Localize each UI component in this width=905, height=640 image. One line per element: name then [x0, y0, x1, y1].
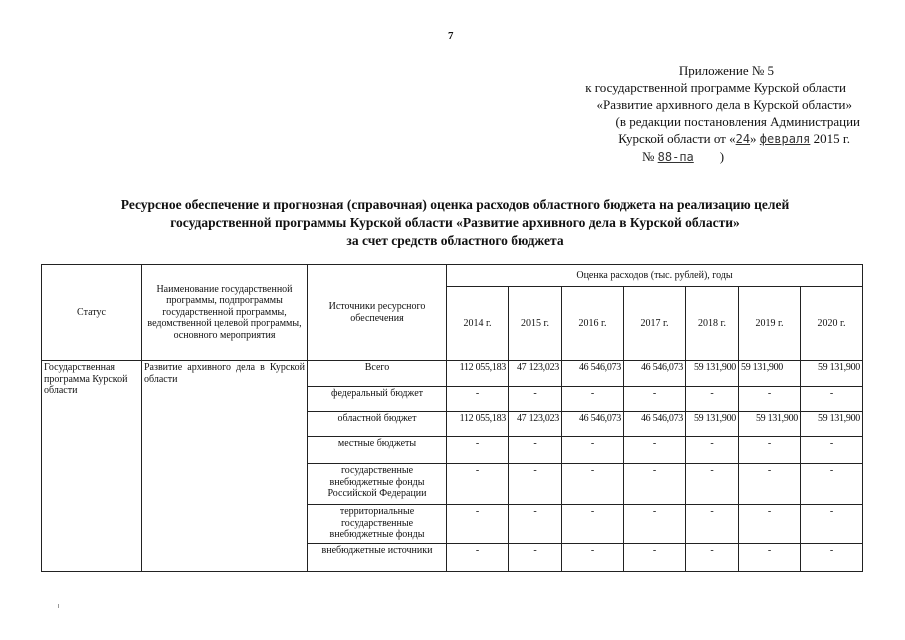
source-cell: местные бюджеты — [308, 437, 447, 464]
value-cell: - — [447, 437, 509, 464]
annex-title: Приложение № 5 — [678, 63, 774, 78]
value-cell: - — [801, 387, 863, 412]
document-title — [40, 196, 870, 250]
header-year: 2015 г. — [509, 287, 562, 361]
value-cell: - — [686, 387, 739, 412]
value-cell: 46 546,073 — [624, 412, 686, 437]
value-cell: - — [739, 544, 801, 572]
header-row-1 — [42, 265, 863, 287]
header-sources: Источники ресурсного обеспечения — [308, 265, 447, 361]
header-name: Наименование государственной программы, подпрограммы государственной программы, ведомственной целевой программы, основного мероприятия — [142, 265, 308, 361]
resource-table — [41, 264, 863, 572]
title-line-1: Ресурсное обеспечение и прогнозная (справочная) оценка расходов областного бюджета на реализацию целей — [120, 197, 790, 212]
value-cell: - — [447, 464, 509, 505]
annex-header — [520, 62, 860, 166]
value-cell: - — [686, 437, 739, 464]
table-row — [42, 361, 863, 387]
header-year: 2017 г. — [624, 287, 686, 361]
value-cell: - — [801, 437, 863, 464]
annex-date-suffix: 2015 г. — [810, 131, 850, 146]
annex-edition: (в редакции постановления Администрации — [615, 114, 860, 129]
value-cell: - — [624, 387, 686, 412]
value-cell: - — [562, 544, 624, 572]
value-cell: - — [801, 505, 863, 544]
value-cell: 47 123,023 — [509, 361, 562, 387]
source-cell: федеральный бюджет — [308, 387, 447, 412]
value-cell: 46 546,073 — [624, 361, 686, 387]
value-cell: - — [624, 437, 686, 464]
status-cell: Государственная программа Курской области — [42, 361, 142, 572]
value-cell: - — [509, 505, 562, 544]
value-cell: 59 131,900 — [739, 412, 801, 437]
header-year: 2018 г. — [686, 287, 739, 361]
value-cell: 59 131,900 — [686, 361, 739, 387]
program-name-cell: Развитие архивного дела в Курской области — [142, 361, 308, 572]
value-cell: - — [739, 437, 801, 464]
header-year: 2016 г. — [562, 287, 624, 361]
source-cell: территориальные государственные внебюджетные фонды — [308, 505, 447, 544]
value-cell: - — [686, 505, 739, 544]
annex-date-prefix: Курской области от « — [618, 131, 736, 146]
annex-number-prefix: № — [642, 149, 658, 164]
value-cell: - — [562, 464, 624, 505]
annex-date-day: 24 — [735, 132, 751, 146]
annex-date-mid: » — [750, 131, 760, 146]
value-cell: - — [686, 464, 739, 505]
value-cell: - — [509, 464, 562, 505]
value-cell: - — [624, 505, 686, 544]
value-cell: 46 546,073 — [562, 412, 624, 437]
value-cell: - — [562, 505, 624, 544]
source-cell: внебюджетные источники — [308, 544, 447, 572]
value-cell: 59 131,900 — [801, 361, 863, 387]
value-cell: - — [509, 437, 562, 464]
annex-program: к государственной программе Курской области — [585, 80, 846, 95]
value-cell: - — [509, 387, 562, 412]
title-line-3: за счет средств областного бюджета — [346, 233, 564, 248]
value-cell: - — [801, 544, 863, 572]
value-cell: 47 123,023 — [509, 412, 562, 437]
scan-mark — [58, 604, 59, 608]
value-cell: - — [447, 505, 509, 544]
source-cell: Всего — [308, 361, 447, 387]
value-cell: - — [624, 544, 686, 572]
value-cell: - — [509, 544, 562, 572]
header-year: 2014 г. — [447, 287, 509, 361]
source-cell: государственные внебюджетные фонды Российской Федерации — [308, 464, 447, 505]
header-year: 2020 г. — [801, 287, 863, 361]
page-number: 7 — [448, 30, 454, 42]
value-cell: 46 546,073 — [562, 361, 624, 387]
value-cell: - — [739, 387, 801, 412]
value-cell: - — [801, 464, 863, 505]
annex-number-suffix: ) — [693, 149, 725, 164]
header-status: Статус — [42, 265, 142, 361]
annex-program-name: «Развитие архивного дела в Курской области» — [596, 97, 852, 112]
value-cell: - — [739, 505, 801, 544]
value-cell: - — [562, 437, 624, 464]
value-cell: - — [447, 544, 509, 572]
value-cell: - — [624, 464, 686, 505]
value-cell: 112 055,183 — [447, 412, 509, 437]
value-cell: 112 055,183 — [447, 361, 509, 387]
value-cell: 59 131,900 — [739, 361, 801, 387]
header-year: 2019 г. — [739, 287, 801, 361]
value-cell: - — [686, 544, 739, 572]
annex-number — [520, 148, 860, 166]
value-cell: - — [739, 464, 801, 505]
annex-number-value: 88-па — [657, 150, 694, 164]
value-cell: 59 131,900 — [686, 412, 739, 437]
value-cell: - — [562, 387, 624, 412]
annex-date — [520, 130, 860, 148]
source-cell: областной бюджет — [308, 412, 447, 437]
header-estimate: Оценка расходов (тыс. рублей), годы — [447, 265, 863, 287]
title-line-2: государственной программы Курской области «Развитие архивного дела в Курской области» — [170, 215, 740, 230]
annex-date-month: февраля — [759, 132, 811, 146]
value-cell: - — [447, 387, 509, 412]
value-cell: 59 131,900 — [801, 412, 863, 437]
